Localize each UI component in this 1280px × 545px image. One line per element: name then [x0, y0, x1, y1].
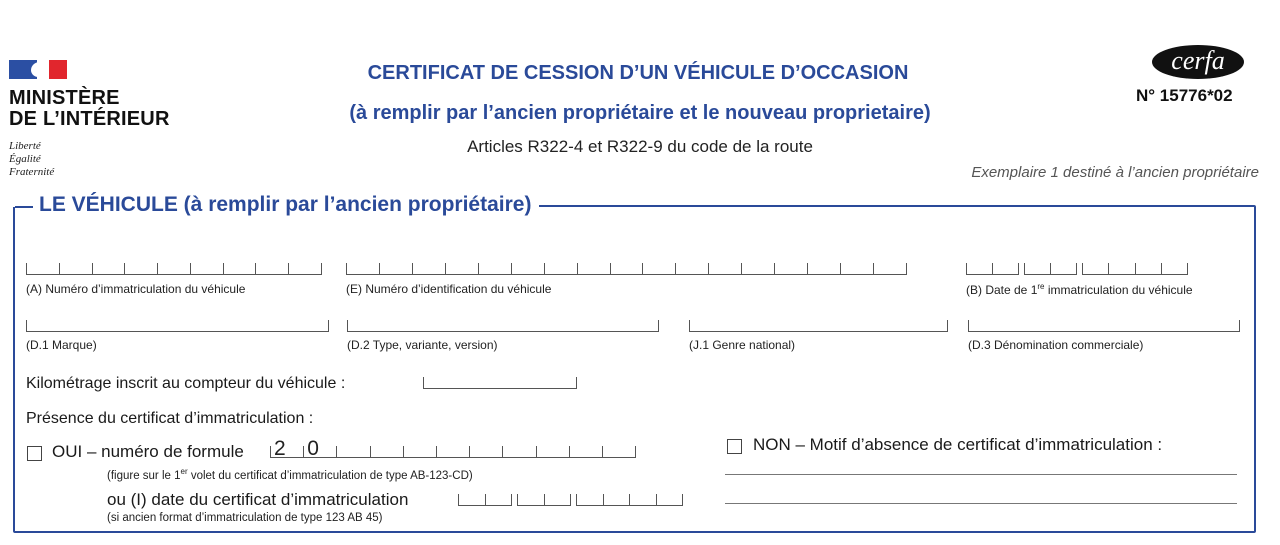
comb-cell[interactable]: [602, 446, 636, 457]
comb-cell[interactable]: [544, 263, 577, 274]
absence-reason-line-2[interactable]: [725, 503, 1237, 504]
comb-cell[interactable]: [1082, 263, 1108, 274]
cert-date-year[interactable]: [576, 494, 683, 506]
certificate-date-label: ou (I) date du certificat d’immatriculation: [107, 490, 409, 509]
immatriculation-label: (A) Numéro d’immatriculation du véhicule: [26, 282, 246, 296]
ministry-line-1: MINISTÈRE: [9, 87, 120, 109]
comb-cell[interactable]: [807, 263, 840, 274]
comb-cell[interactable]: [642, 263, 675, 274]
comb-cell[interactable]: [270, 437, 303, 460]
vin-input[interactable]: [346, 263, 907, 275]
comb-cell[interactable]: [511, 263, 544, 274]
first-reg-year[interactable]: [1082, 263, 1188, 275]
oui-checkbox[interactable]: [27, 446, 42, 461]
comb-cell[interactable]: [576, 494, 603, 505]
presence-label: Présence du certificat d’immatriculation :: [26, 410, 314, 427]
comb-cell[interactable]: [255, 263, 288, 274]
comb-cell[interactable]: [190, 263, 223, 274]
comb-cell[interactable]: [346, 263, 379, 274]
certificate-date-note: (si ancien format d’immatriculation de type 123 AB 45): [107, 512, 383, 524]
motto-liberte: Liberté: [9, 140, 41, 152]
cerfa-number: N° 15776*02: [1136, 86, 1233, 105]
comb-cell[interactable]: [59, 263, 92, 274]
first-reg-day[interactable]: [966, 263, 1019, 275]
comb-cell[interactable]: [873, 263, 907, 274]
non-label: NON – Motif d’absence de certificat d’immatriculation :: [753, 435, 1163, 454]
cerfa-logo: cerfa: [1152, 45, 1244, 79]
formule-number-input[interactable]: [270, 437, 636, 460]
motto-fraternite: Fraternité: [9, 166, 55, 178]
comb-cell[interactable]: [124, 263, 157, 274]
ministry-line-2: DE L’INTÉRIEUR: [9, 108, 170, 130]
comb-cell[interactable]: [379, 263, 412, 274]
comb-cell[interactable]: [485, 494, 513, 505]
copy-designation: Exemplaire 1 destiné à l’ancien propriétaire: [971, 164, 1259, 181]
comb-cell[interactable]: [303, 437, 336, 460]
first-reg-month[interactable]: [1024, 263, 1077, 275]
oui-label: OUI – numéro de formule: [52, 442, 244, 461]
first-registration-date-input[interactable]: [966, 263, 1188, 275]
vehicle-section-title: LE VÉHICULE (à remplir par l’ancien propriétaire): [33, 193, 539, 217]
comb-cell[interactable]: [992, 263, 1019, 274]
comb-cell[interactable]: [436, 446, 469, 457]
genre-label: (J.1 Genre national): [689, 338, 796, 352]
comb-cell[interactable]: [336, 446, 369, 457]
prefilled-digit: 2: [274, 437, 286, 460]
section-title-rule-left: [15, 206, 33, 208]
comb-cell[interactable]: [502, 446, 535, 457]
comb-cell[interactable]: [157, 263, 190, 274]
type-input[interactable]: [347, 320, 659, 332]
prefilled-digit: 0: [307, 437, 319, 460]
comb-cell[interactable]: [1135, 263, 1161, 274]
comb-cell[interactable]: [469, 446, 502, 457]
comb-cell[interactable]: [656, 494, 684, 505]
certificate-date-input[interactable]: [458, 494, 683, 506]
cert-date-day[interactable]: [458, 494, 512, 506]
comb-cell[interactable]: [774, 263, 807, 274]
comb-cell[interactable]: [536, 446, 569, 457]
comb-cell[interactable]: [741, 263, 774, 274]
comb-cell[interactable]: [223, 263, 256, 274]
comb-cell[interactable]: [288, 263, 322, 274]
vin-label: (E) Numéro d’identification du véhicule: [346, 282, 552, 296]
form-title-text: CERTIFICAT DE CESSION D’UN VÉHICULE D’OCCASION: [367, 62, 909, 84]
comb-cell[interactable]: [458, 494, 485, 505]
kilometrage-label: Kilométrage inscrit au compteur du véhicule :: [26, 375, 346, 392]
cert-date-month[interactable]: [517, 494, 571, 506]
absence-reason-line-1[interactable]: [725, 474, 1237, 475]
comb-cell[interactable]: [966, 263, 992, 274]
comb-cell[interactable]: [1108, 263, 1134, 274]
form-title: [0, 62, 1280, 85]
marque-label: (D.1 Marque): [26, 338, 97, 352]
comb-cell[interactable]: [544, 494, 572, 505]
genre-input[interactable]: [689, 320, 948, 332]
marque-input[interactable]: [26, 320, 329, 332]
immatriculation-input[interactable]: [26, 263, 322, 275]
comb-cell[interactable]: [403, 446, 436, 457]
comb-cell[interactable]: [445, 263, 478, 274]
comb-cell[interactable]: [412, 263, 445, 274]
non-checkbox[interactable]: [727, 439, 742, 454]
first-registration-date-label: (B) Date de 1re immatriculation du véhicule: [966, 282, 1193, 297]
formule-note: (figure sur le 1er volet du certificat d’immatriculation de type AB-123-CD): [107, 467, 473, 482]
comb-cell[interactable]: [610, 263, 643, 274]
legal-articles: Articles R322-4 et R322-9 du code de la route: [467, 137, 813, 156]
comb-cell[interactable]: [569, 446, 602, 457]
comb-cell[interactable]: [92, 263, 125, 274]
form-subtitle: (à remplir par l’ancien propriétaire et le nouveau proprietaire): [349, 102, 931, 124]
denomination-label: (D.3 Dénomination commerciale): [968, 338, 1144, 352]
denomination-input[interactable]: [968, 320, 1240, 332]
comb-cell[interactable]: [840, 263, 873, 274]
comb-cell[interactable]: [577, 263, 610, 274]
type-label: (D.2 Type, variante, version): [347, 338, 498, 352]
comb-cell[interactable]: [478, 263, 511, 274]
comb-cell[interactable]: [26, 263, 59, 274]
comb-cell[interactable]: [1161, 263, 1188, 274]
comb-cell[interactable]: [1024, 263, 1050, 274]
comb-cell[interactable]: [603, 494, 630, 505]
kilometrage-input[interactable]: [423, 377, 577, 389]
comb-cell[interactable]: [370, 446, 403, 457]
comb-cell[interactable]: [675, 263, 708, 274]
comb-cell[interactable]: [1050, 263, 1077, 274]
comb-cell[interactable]: [708, 263, 741, 274]
comb-cell[interactable]: [629, 494, 656, 505]
comb-cell[interactable]: [517, 494, 544, 505]
motto-egalite: Égalité: [9, 153, 41, 165]
vehicle-section: [13, 205, 1256, 533]
